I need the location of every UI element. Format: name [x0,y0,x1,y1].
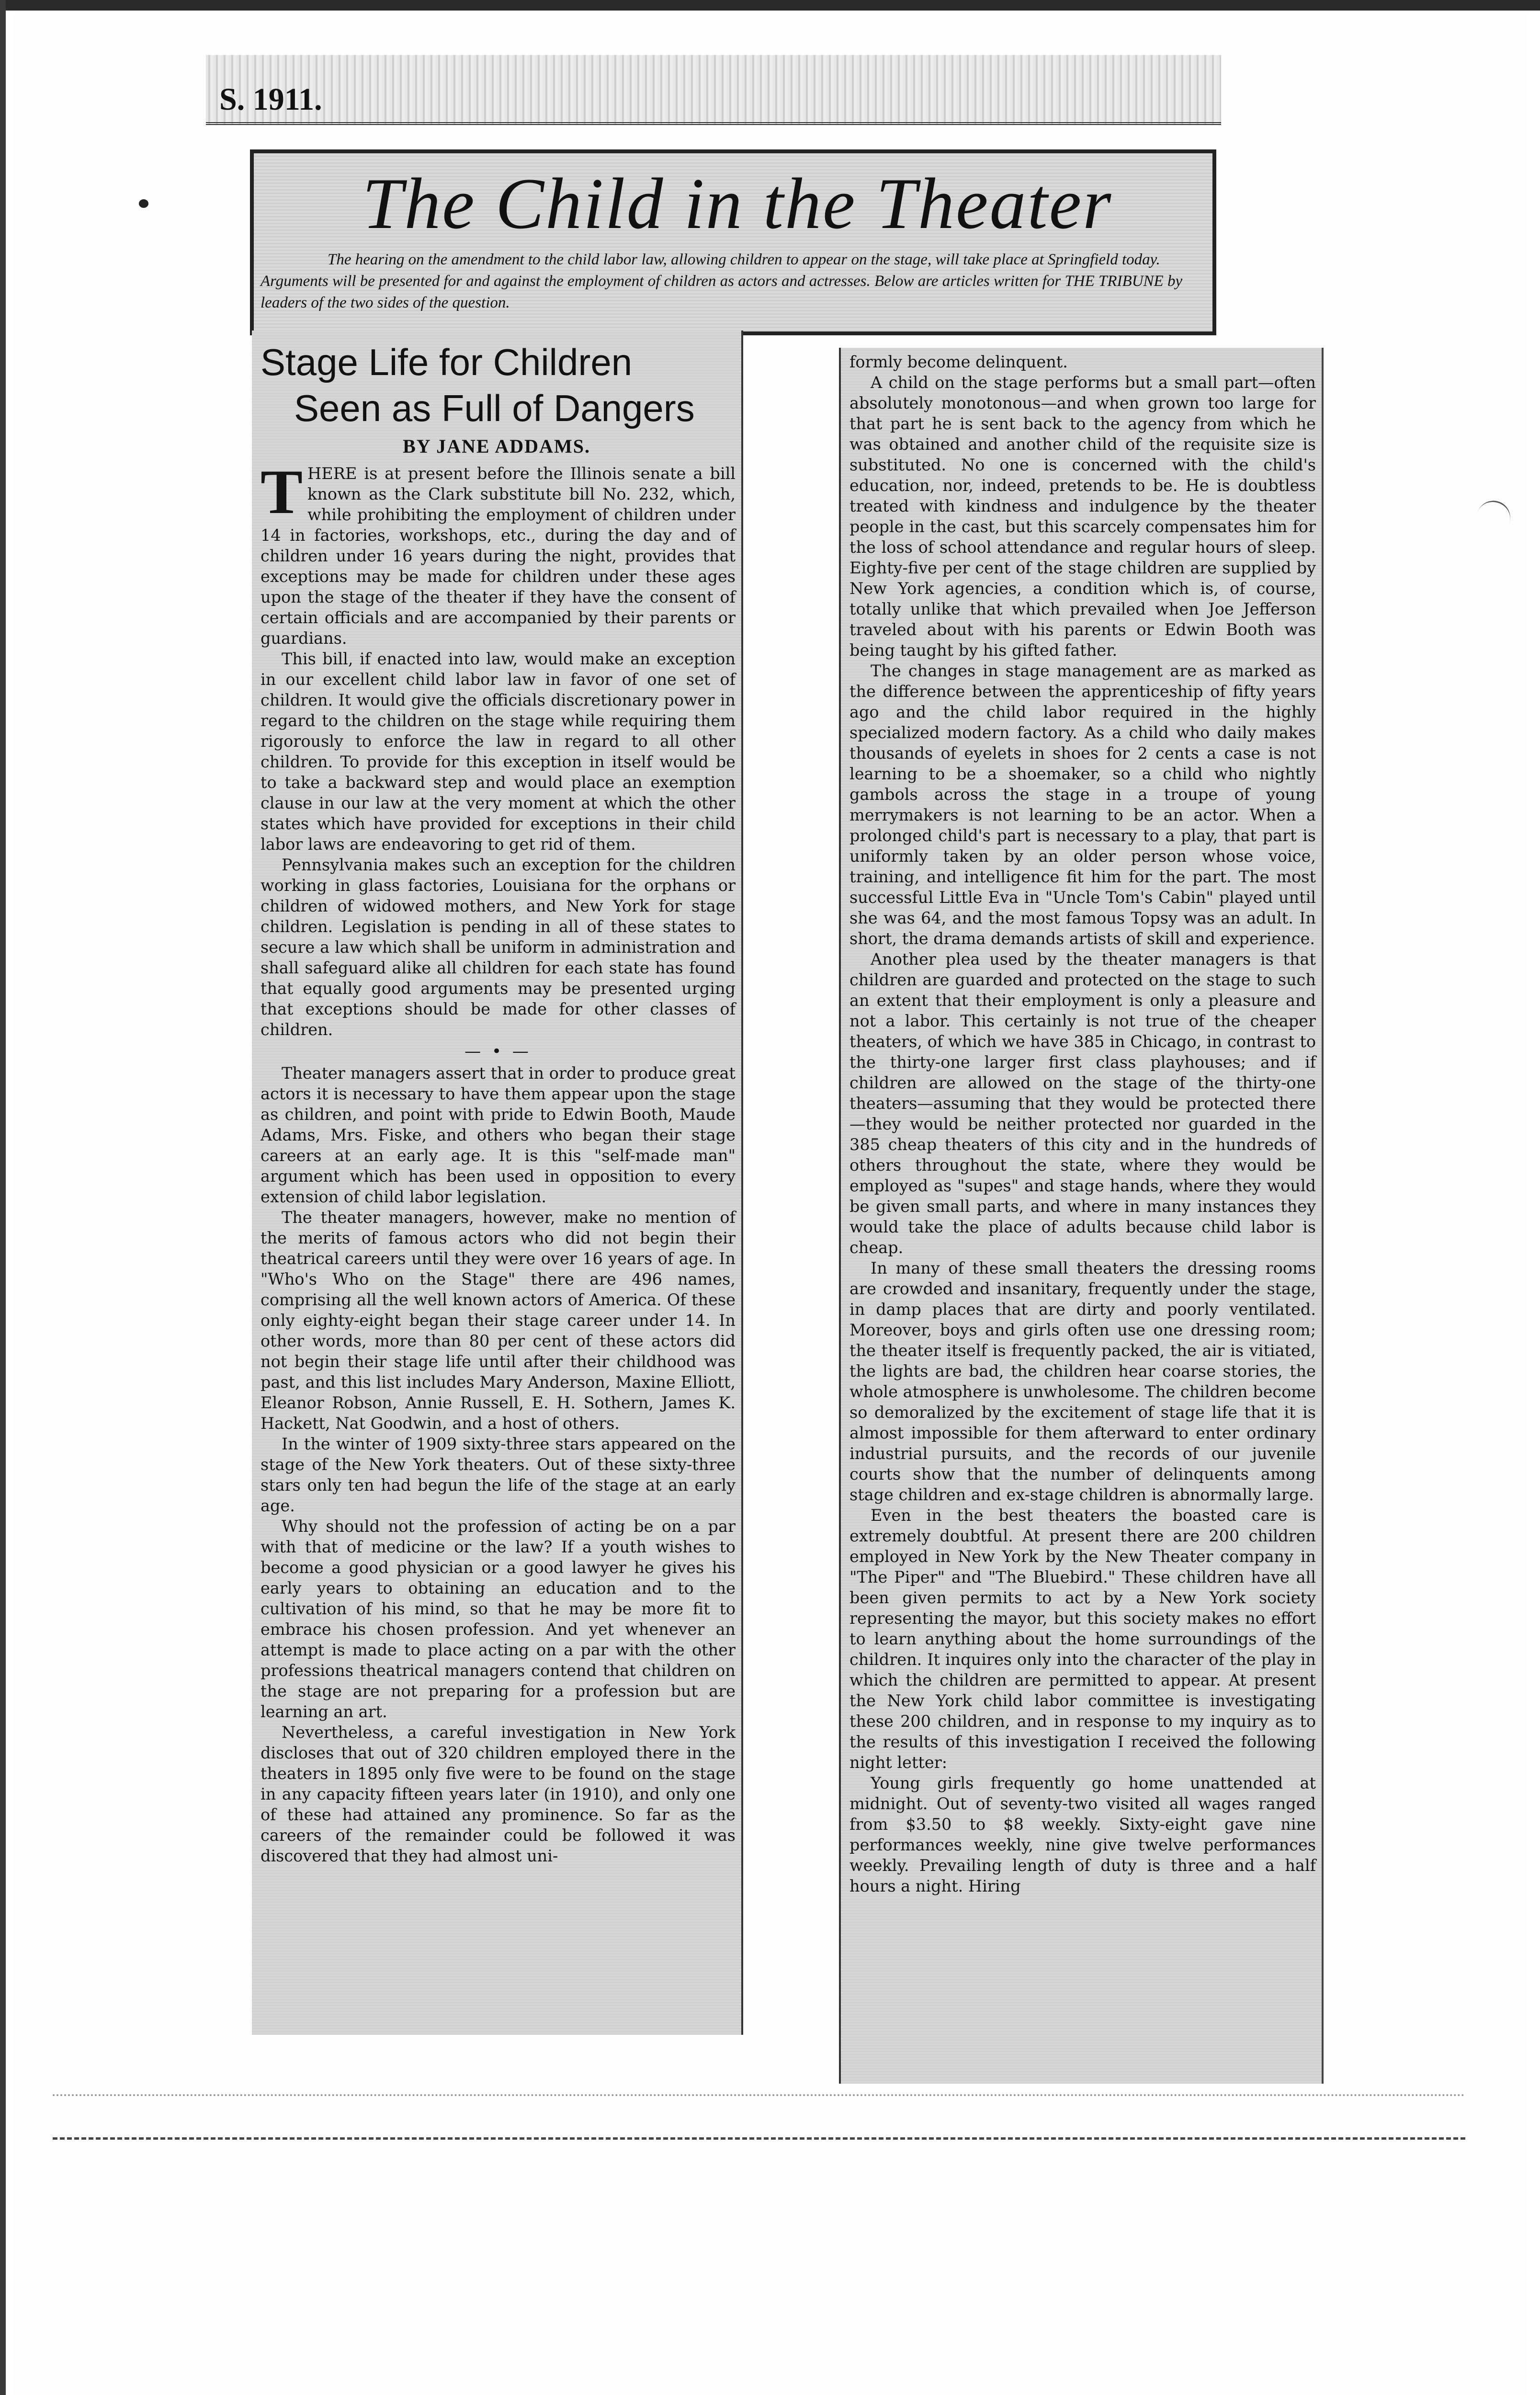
paragraph: Nevertheless, a careful investigation in New York discloses that out of 320 children employed there in the theaters in 1895 only five were to be found on the stage in any capacity fifteen years later (in 1910), and only one of these had attained any prominence. So far as the careers of the remainder could be followed it was discovered that they had almost uni- [260,1723,736,1865]
drop-cap: T [260,456,303,527]
article-column-left [252,331,743,2035]
article-headline [252,339,741,431]
paragraph [260,456,736,649]
headline-line-1: Stage Life for Children [260,341,633,383]
paragraph: formly become delinquent. [849,353,1068,371]
paragraph: Theater managers assert that in order to produce great actors it is necessary to have them appear upon the stage as children, and point with pride to Edwin Booth, Maude Adams, Mrs. Fiske, and others who began their stage careers at an early age. It is this "self-made man" argument which has been used in opposition to every extension of child labor legislation. [260,1064,736,1206]
scan-fold-rule [53,2137,1465,2140]
paragraph: The changes in stage management are as marked as the difference between the apprenticeship of fifty years ago and the child labor required in the highly specialized modern factory. As a child who daily makes thousands of eyelets in shoes for 2 cents a case is not learning to be a shoemaker, so a child who nightly gambols across the stage in a troupe of young merrymakers is not learning to be an actor. When a prolonged child's part is necessary to a play, that part is uniformly taken by an older person whose voice, training, and intelligence fit him for the part. The most successful Little Eva in "Uncle Tom's Cabin" played until she was 64, and the most famous Topsy was an adult. In short, the drama demands artists of skill and experience. [849,661,1316,948]
section-divider: — • — [464,1042,532,1061]
paragraph: Another plea used by the theater managers is that children are guarded and protected on the stage to such an extent that their employment is only a pleasure and not a labor. This certainly is not true of the cheaper theaters, of which we have 385 in Chicago, in contrast to the thirty-one larger first class playhouses; and if children are allowed on the stage of the thirty-one theaters—assuming that they would be protected there—they would be neither protected nor guarded in the 385 cheap theaters of this city and in the hundreds of others throughout the state, where they would be employed as "supes" and stage hands, where they would be given small parts, and where in many instances they would take the place of adults because child labor is cheap. [849,950,1316,1257]
paragraph: Pennsylvania makes such an exception for the children working in glass factories, Louisiana for the orphans or children of widowed mothers, and New York for stage children. Legislation is pending in all of these states to secure a law which shall be uniform in administration and shall safeguard alike all children for each state has found that equally good arguments may be presented urging that exceptions should be made for other classes of children. [260,855,736,1039]
paragraph: Why should not the profession of acting be on a par with that of medicine or the law? If a youth wishes to become a good physician or a good lawyer he gives his early years to obtaining an education and to the cultivation of his mind, so that he may be more fit to embrace his chosen profession. And yet whenever an attempt is made to place acting on a par with the other professions theatrical managers contend that children on the stage are not preparing for a profession but are learning an art. [260,1517,736,1721]
scan-frame-left [0,0,6,2395]
paragraph: This bill, if enacted into law, would make an exception in our excellent child labor law in favor of one set of children. It would give the officials discretionary power in regard to the children on the stage while requiring them rigorously to enforce the law in regard to all other children. To provide for this exception in itself would be to take a backward step and would place an exemption clause in our law at the very moment at which the other states which have provided for exceptions in their child labor laws are endeavoring to get rid of them. [260,650,736,854]
article-byline: BY JANE ADDAMS. [403,435,590,457]
paragraph: In many of these small theaters the dressing rooms are crowded and insanitary, frequently under the stage, in damp places that are dirty and poorly ventilated. Moreover, boys and girls often use one dressing room; the theater itself is frequently packed, the air is vitiated, the lights are bad, the children hear coarse stories, the whole atmosphere is unwholesome. The children become so demoralized by the excitement of stage life that it is almost impossible for them afterward to enter ordinary industrial pursuits, and the records of our juvenile courts show that the number of delinquents among stage children and ex-stage children is abnormally large. [849,1259,1316,1504]
page-date: S. 1911. [219,82,322,117]
article-body-right [841,348,1322,1896]
headline-banner [250,149,1216,335]
banner-deck: The hearing on the amendment to the child labor law, allowing children to appear on the stage, will take place at Springfield today. Arguments will be presented for and against the employment of children as actors and actresses. Below are articles written for THE TRIBUNE by leaders of the two sides of the question. [260,251,1183,311]
masthead-strip [206,55,1221,125]
clipping-edge-rule [53,2094,1465,2096]
article-column-right [839,348,1324,2084]
paragraph: Young girls frequently go home unattended at midnight. Out of seventy-two visited all wages ranged from $3.50 to $8 weekly. Sixty-eight gave nine performances weekly, nine give twelve performances weekly. Prevailing length of duty is three and a half hours a night. Hiring [849,1774,1316,1895]
paragraph-text: HERE is at present before the Illinois senate a bill known as the Clark substitute bill No. 232, which, while prohibiting the employment of children under 14 in factories, workshops, etc., during the day and of children under 16 years during the night, provides that exceptions may be made for children under these ages upon the stage of the theater if they have the consent of certain officials and are accompanied by their parents or guardians. [260,464,736,648]
article-body-left [252,456,741,1866]
paragraph: A child on the stage performs but a small part—often absolutely monotonous—and when grown too large for that part he is sent back to the agency from which he was obtained and another child of the requisite size is substituted. No one is concerned with the child's education, nor, indeed, pretends to be. He is doubtless treated with kindness and indulgence by the theater people in the cast, but this scarcely compensates him for the loss of school attendance and regular hours of sleep. Eighty-five per cent of the stage children are supplied by New York agencies, a condition which is, of course, totally unlike that which prevailed when Joe Jefferson traveled about with his parents or Edwin Booth was being taught by his gifted father. [849,373,1316,660]
paragraph: The theater managers, however, make no mention of the merits of famous actors who did not begin their theatrical careers until they were over 16 years of age. In "Who's Who on the Stage" there are 496 names, comprising all the well known actors of America. Of these only eighty-eight began their stage career under 14. In other words, more than 80 per cent of these actors did not begin their stage life until after their childhood was past, and this list includes Mary Anderson, Maxine Elliott, Eleanor Robson, Annie Russell, E. H. Sothern, James K. Hackett, Nat Goodwin, and a host of others. [260,1208,736,1433]
paragraph: In the winter of 1909 sixty-three stars appeared on the stage of the New York theaters. Out of these sixty-three stars only ten had begun the life of the stage at an early age. [260,1435,736,1515]
scan-frame-top [0,0,1540,11]
paragraph: Even in the best theaters the boasted care is extremely doubtful. At present there are 200 children employed in New York by the New Theater company in "The Piper" and "The Bluebird." These children have all been given permits to act by a New York society representing the mayor, but this society makes no effort to learn anything about the home surroundings of the children. It inquires only into the character of the play in which the children are permitted to appear. At present the New York child labor committee is investigating these 200 children, and in response to my inquiry as to the results of this investigation I received the following night letter: [849,1506,1316,1772]
headline-line-2: Seen as Full of Dangers [294,387,695,429]
ink-spot [139,199,148,208]
banner-title: The Child in the Theater [362,163,1113,244]
